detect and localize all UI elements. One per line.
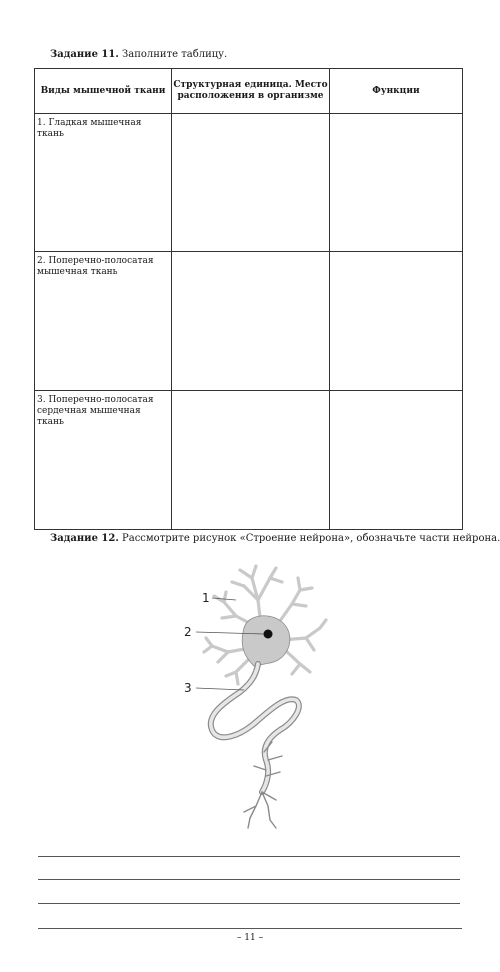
muscle-tissue-table bbox=[34, 68, 463, 530]
answer-line[interactable] bbox=[38, 879, 460, 880]
table-row bbox=[35, 114, 463, 252]
leader-line-3 bbox=[196, 688, 244, 690]
table-row bbox=[35, 252, 463, 391]
answer-line[interactable] bbox=[38, 903, 460, 904]
neuron-label-2: 2 bbox=[184, 625, 192, 639]
row-label-skeletal: 2. Поперечно-полосатая мышечная ткань bbox=[35, 252, 172, 391]
task-12-title bbox=[50, 533, 500, 545]
neuron-label-3: 3 bbox=[184, 681, 192, 695]
task-11-text: Заполните таблицу. bbox=[118, 49, 228, 60]
row-label-smooth: 1. Гладкая мышечная ткань bbox=[35, 114, 172, 252]
answer-line[interactable] bbox=[38, 856, 460, 857]
neuron-cell bbox=[204, 566, 326, 828]
header-functions: Функции bbox=[330, 69, 463, 114]
task-11-number: Задание 11. bbox=[50, 49, 119, 60]
answer-cell-function[interactable] bbox=[330, 252, 463, 391]
table-header-row bbox=[35, 69, 463, 114]
header-tissue-types: Виды мышечной ткани bbox=[35, 69, 172, 114]
task-12-number: Задание 12. bbox=[50, 533, 119, 544]
soma bbox=[242, 616, 290, 668]
answer-cell-function[interactable] bbox=[330, 391, 463, 530]
header-structure-location: Структурная единица. Место расположения в организме bbox=[172, 69, 330, 114]
row-label-cardiac: 3. Поперечно-полосатая сердечная мышечная ткань bbox=[35, 391, 172, 530]
page-number: – 11 – bbox=[236, 933, 264, 943]
answer-cell-structure[interactable] bbox=[172, 114, 330, 252]
neuron-label-1: 1 bbox=[202, 591, 210, 605]
footer-divider bbox=[38, 928, 462, 929]
nucleus bbox=[264, 630, 273, 639]
answer-cell-function[interactable] bbox=[330, 114, 463, 252]
task-12-text: Рассмотрите рисунок «Строение нейрона», обозначьте части нейрона. bbox=[118, 533, 500, 544]
answer-cell-structure[interactable] bbox=[172, 391, 330, 530]
answer-cell-structure[interactable] bbox=[172, 252, 330, 391]
neuron-diagram bbox=[180, 560, 330, 832]
task-11-title bbox=[50, 49, 227, 61]
table-row bbox=[35, 391, 463, 530]
